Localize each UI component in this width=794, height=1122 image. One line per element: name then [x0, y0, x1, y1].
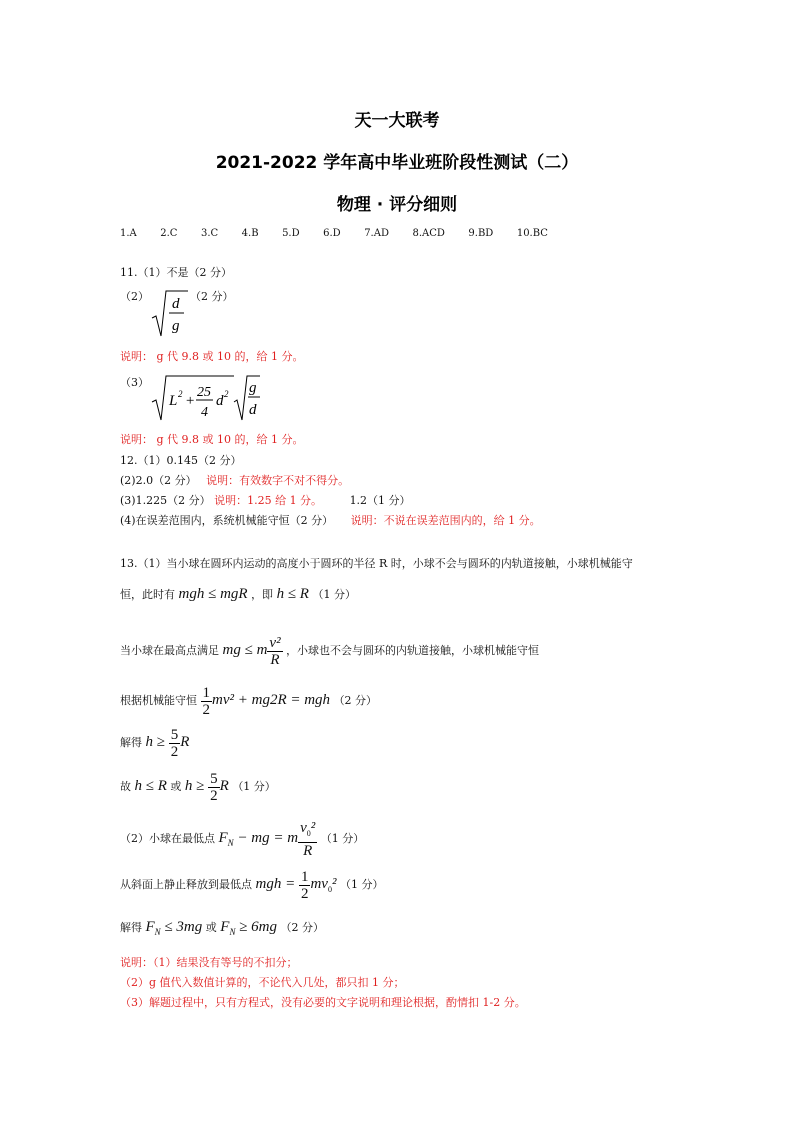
- sqrt-d-over-g-formula: [150, 288, 190, 340]
- q13-line6-text-b: 或: [170, 780, 182, 793]
- release-energy-equation: mgh =: [255, 876, 299, 892]
- q12-part3-answer: (3)1.225（2 分）: [120, 494, 211, 507]
- q13-note1: 说明：（1）结果没有等号的不扣分；: [120, 956, 298, 969]
- q13-line2: [120, 587, 356, 602]
- answer-item: 9.BD: [468, 228, 494, 239]
- q13-line4: [120, 682, 377, 718]
- subject-title: 物理 · 评分细则: [336, 195, 458, 215]
- q13-line3-text-b: ，小球也不会与圆环的内轨道接触，小球机械能守恒: [286, 644, 540, 657]
- normal-force-le-3mg: $F_N \le 3mg$: [145, 919, 203, 937]
- mv0-squared: $mv_0^2$: [310, 876, 337, 894]
- q13-line9-text-a: 解得: [120, 921, 142, 934]
- q11-part2-label: （2）: [120, 290, 149, 303]
- r-symbol-2: R: [219, 778, 229, 794]
- svg-text:g: g: [172, 318, 180, 334]
- svg-text:+: +: [185, 393, 196, 409]
- svg-text:d: d: [216, 393, 224, 409]
- q12-part2-answer: (2)2.0（2 分）: [120, 474, 197, 487]
- answer-item: 6.D: [323, 228, 341, 239]
- q13-line9: [120, 920, 324, 939]
- answer-item: 2.C: [160, 228, 178, 239]
- v0-squared-over-r-fraction: $\frac{v_0^2}{R}$: [300, 819, 316, 859]
- q11-note1: 说明： g 代 9.8 或 10 的，给 1 分。: [120, 350, 304, 363]
- svg-text:4: 4: [201, 405, 208, 420]
- q12-part4: [120, 514, 541, 528]
- svg-text:g: g: [249, 380, 257, 396]
- exam-name-title: 2021-2022 学年高中毕业班阶段性测试（二）: [215, 153, 579, 173]
- inequality-mgh-le-mgr: mgh ≤ mgR: [178, 586, 248, 602]
- q13-line7-score: （1 分）: [320, 832, 365, 845]
- q13-line6: [120, 768, 276, 804]
- q12-part4-note: 说明：不说在误差范围内的，给 1 分。: [350, 514, 541, 527]
- svg-text:L: L: [169, 393, 178, 409]
- half-fraction: $\frac{1}{2}$: [202, 684, 210, 718]
- answer-item: 5.D: [282, 228, 300, 239]
- inequality-h-ge-2: h ≥: [184, 778, 209, 794]
- q13-note3: （3）解题过程中，只有方程式，没有必要的文字说明和理论根据，酌情扣 1-2 分。: [120, 996, 526, 1009]
- five-halves-fraction: $\frac{5}{2}$: [170, 726, 179, 760]
- q13-line6-text-a: 故: [120, 780, 131, 793]
- q13-line5: [120, 724, 189, 760]
- q13-line2-text-b: ，即: [251, 588, 274, 601]
- q13-line8-text-a: 从斜面上静止释放到最低点: [120, 878, 252, 891]
- q11-part2-score: （2 分）: [190, 290, 234, 303]
- q12-part3-note: 说明：1.25 给 1 分。: [214, 494, 323, 507]
- q13-line4-score: （2 分）: [333, 694, 378, 707]
- q12-part3: [120, 494, 411, 508]
- half-fraction-2: $\frac{1}{2}$: [300, 868, 309, 902]
- q12-part1: 12.（1）0.145（2 分）: [120, 454, 242, 467]
- q13-line3: [120, 632, 539, 668]
- q12-part4-answer: (4)在误差范围内，系统机械能守恒（2 分）: [120, 514, 334, 527]
- answer-item: 3.C: [200, 228, 219, 239]
- svg-text:2: 2: [178, 389, 183, 399]
- q13-line1: 13.（1）当小球在圆环内运动的高度小于圆环的半径 R 时，小球不会与圆环的内轨道接触，小球机械能守: [120, 557, 633, 570]
- inequality-h-le-r: h ≤ R: [276, 586, 309, 602]
- q13-line4-text-a: 根据机械能守恒: [120, 694, 197, 707]
- q13-line8-score: （1 分）: [339, 878, 384, 891]
- q11-note2: 说明： g 代 9.8 或 10 的，给 1 分。: [120, 433, 304, 446]
- q11-part1: 11.（1）不是（2 分）: [120, 266, 232, 279]
- inequality-h-le-r-2: h ≤ R: [134, 778, 167, 794]
- q13-line7-text-a: （2）小球在最低点: [120, 832, 215, 845]
- five-halves-fraction-2: $\frac{5}{2}$: [210, 770, 218, 804]
- q12-part2-note: 说明：有效数字不对不得分。: [206, 474, 350, 487]
- q13-line2-score: （1 分）: [312, 588, 356, 601]
- answer-item: 10.BC: [516, 228, 548, 239]
- svg-text:2: 2: [224, 389, 229, 399]
- svg-text:d: d: [172, 296, 180, 312]
- exam-org-title: 天一大联考: [354, 111, 440, 131]
- answer-item: 4.B: [241, 228, 259, 239]
- v2-over-r-fraction: $\frac{\text{v²}}{R}$: [269, 634, 281, 668]
- q12-part3-extra: 1.2（1 分）: [349, 494, 411, 507]
- r-symbol: R: [180, 734, 190, 750]
- q13-line9-text-b: 或: [205, 921, 217, 934]
- q11-part3-label: （3）: [120, 376, 149, 389]
- top-point-condition: mg ≤ m: [222, 642, 268, 658]
- q13-line3-text-a: 当小球在最高点满足: [120, 644, 219, 657]
- q13-line2-text-a: 恒，此时有: [120, 588, 175, 601]
- inequality-h-ge: h ≥: [145, 734, 169, 750]
- q13-line8: [120, 866, 383, 902]
- answer-item: 7.AD: [364, 228, 389, 239]
- q13-line6-score: （1 分）: [232, 780, 276, 793]
- lowest-point-equation: $F_N$ − mg = m: [218, 830, 299, 848]
- choice-answers: [120, 226, 568, 241]
- q13-line7: [120, 818, 364, 858]
- q12-part2: [120, 474, 349, 488]
- svg-text:d: d: [249, 402, 257, 418]
- q13-note2: （2）g 值代入数值计算的，不论代入几处，都只扣 1 分；: [120, 976, 405, 989]
- normal-force-ge-6mg: $F_N \ge 6mg$: [220, 919, 278, 937]
- q11-part3-formula: [150, 372, 260, 424]
- q13-line5-text-a: 解得: [120, 736, 142, 749]
- energy-conservation-equation: mv² + mg2R = mgh: [212, 692, 331, 708]
- svg-text:25: 25: [197, 385, 211, 400]
- answer-item: 1.A: [120, 228, 137, 239]
- answer-item: 8.ACD: [412, 228, 445, 239]
- q13-line9-score: （2 分）: [280, 921, 325, 934]
